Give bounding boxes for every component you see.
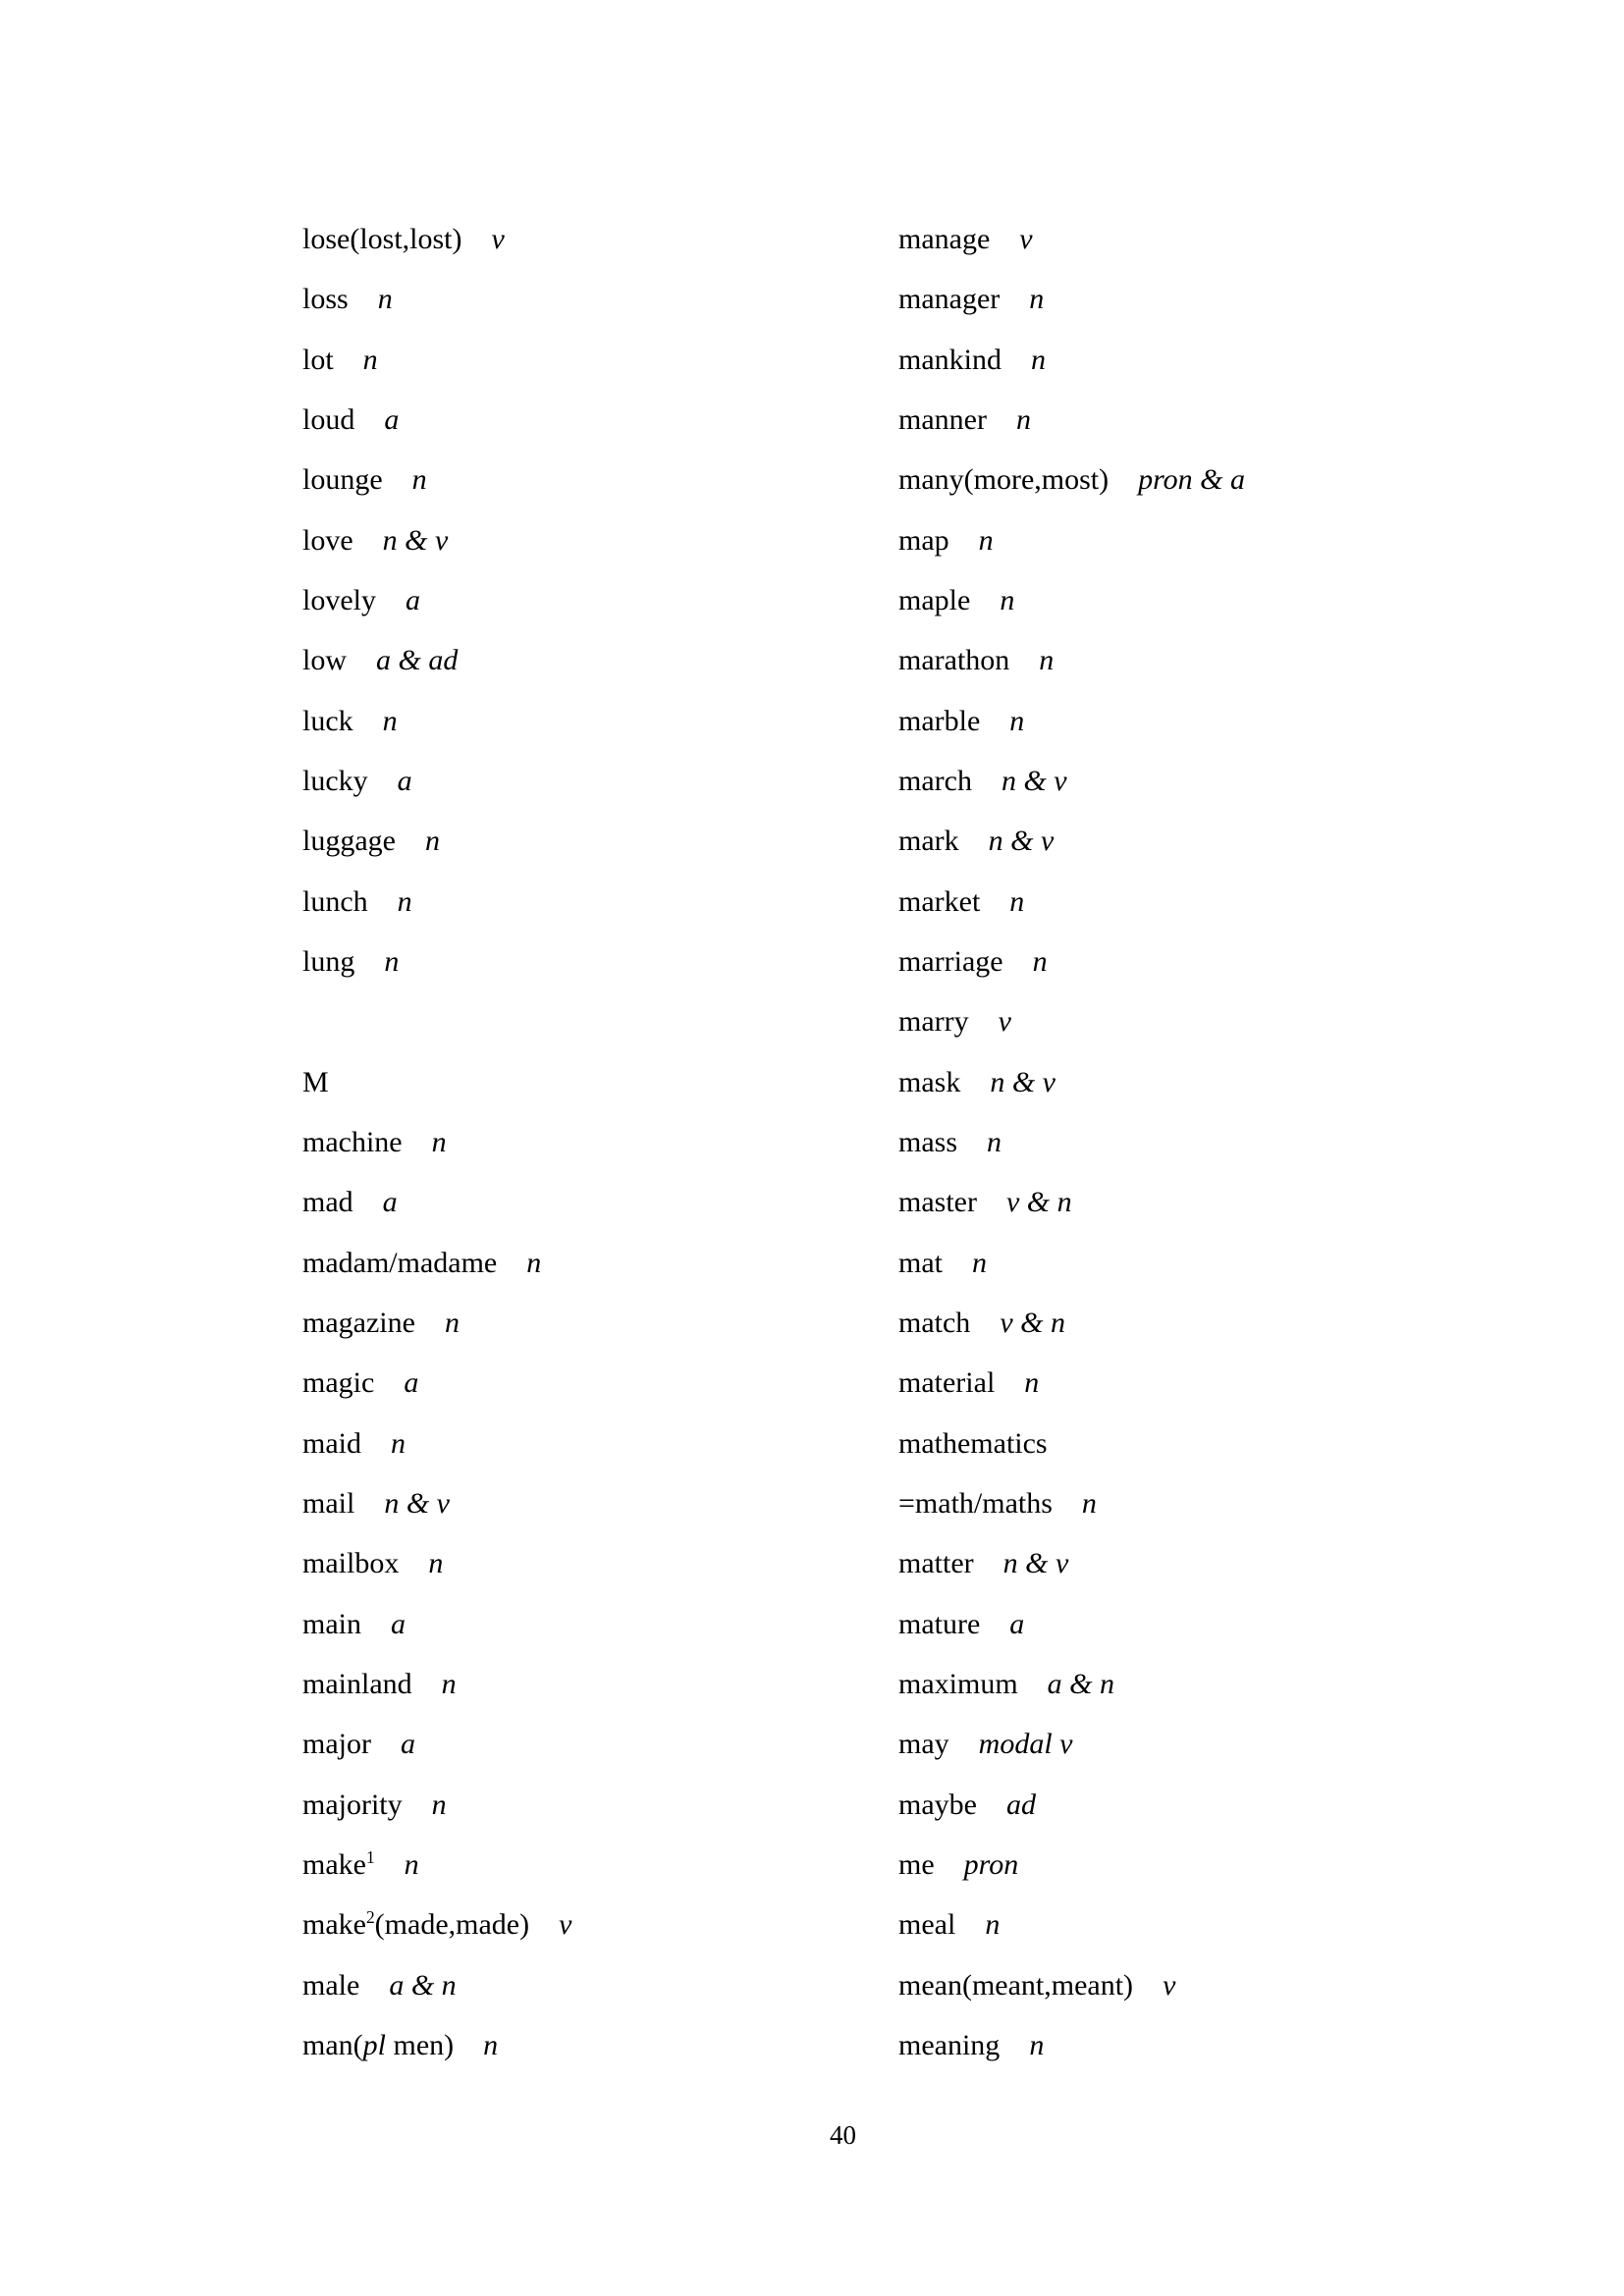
word-text: lovely	[302, 583, 376, 616]
word-text: loss	[302, 283, 349, 316]
entry-pos: n	[404, 1847, 419, 1881]
word-text: mean(meant,meant)	[898, 1968, 1134, 2002]
word-text: mask	[898, 1065, 961, 1098]
entry-pos: n	[483, 2028, 499, 2061]
word-text: mail	[302, 1486, 355, 1520]
word-text: march	[898, 764, 972, 797]
entry-pos: v	[998, 1005, 1011, 1039]
word-entry	[898, 1293, 1245, 1353]
word-entry	[898, 450, 1245, 509]
word-text: (made,made)	[374, 1908, 530, 1942]
word-entry	[302, 630, 571, 690]
superscript: 2	[365, 1907, 375, 1928]
word-entry	[898, 1052, 1245, 1112]
word-text: may	[898, 1728, 949, 1761]
entry-pos: n & v	[382, 523, 449, 557]
entry-word	[898, 1005, 969, 1038]
entry-word	[898, 584, 970, 616]
entry-pos: n	[382, 704, 398, 737]
word-text: luggage	[302, 825, 396, 858]
entry-word	[898, 463, 1109, 496]
entry-word	[898, 1186, 977, 1218]
word-text: loud	[302, 402, 355, 436]
entry-word	[302, 283, 349, 315]
word-entry	[302, 1895, 571, 1954]
entry-pos: a	[397, 764, 412, 797]
word-entry	[302, 1835, 571, 1895]
entry-word	[898, 644, 1009, 676]
word-text: man(	[302, 2028, 363, 2061]
word-text: mat	[898, 1246, 943, 1279]
word-text: me	[898, 1847, 935, 1881]
word-entry	[898, 630, 1245, 690]
entry-pos: v	[1163, 1968, 1176, 2002]
word-entry	[898, 1714, 1245, 1774]
word-text: lung	[302, 944, 355, 978]
word-entry	[898, 1775, 1245, 1835]
word-entry	[898, 691, 1245, 751]
entry-pos: n & v	[1001, 764, 1067, 797]
word-text: maybe	[898, 1788, 977, 1821]
word-entry	[302, 570, 571, 630]
word-text: pl	[362, 2028, 386, 2061]
entry-word	[898, 1247, 943, 1279]
word-entry	[898, 390, 1245, 450]
word-entry	[302, 390, 571, 450]
entry-word	[302, 1066, 329, 1098]
entry-word	[302, 765, 368, 797]
entry-pos: a	[404, 1366, 419, 1400]
word-text: marble	[898, 704, 981, 737]
word-text: magazine	[302, 1306, 415, 1339]
entry-word	[302, 1668, 412, 1700]
entry-word	[302, 885, 368, 918]
word-entry	[302, 1714, 571, 1774]
entry-word	[898, 885, 980, 918]
entry-word	[898, 1728, 949, 1760]
entry-pos: n	[397, 884, 412, 918]
entry-word	[302, 524, 353, 557]
word-text: meal	[898, 1908, 956, 1942]
entry-pos: n	[1015, 402, 1031, 436]
word-entry	[898, 1112, 1245, 1172]
word-entry	[898, 872, 1245, 932]
word-entry	[898, 1473, 1245, 1533]
word-list-column-left	[302, 209, 571, 2075]
entry-word	[302, 1969, 359, 2002]
entry-word	[898, 524, 949, 557]
entry-pos: n	[987, 1125, 1001, 1158]
word-entry	[302, 691, 571, 751]
word-text: mad	[302, 1186, 353, 1219]
entry-pos: n	[362, 343, 378, 376]
entry-word	[898, 283, 1000, 315]
entry-word	[302, 1247, 497, 1279]
entry-word	[898, 1366, 995, 1399]
word-text: luck	[302, 704, 353, 737]
section-header	[302, 1052, 571, 1112]
entry-pos: a	[400, 1728, 415, 1761]
entry-word	[898, 1427, 1048, 1460]
entry-word	[898, 1668, 1018, 1700]
entry-word	[898, 1848, 935, 1881]
word-entry	[302, 1594, 571, 1654]
word-text: market	[898, 884, 981, 918]
word-text: marry	[898, 1005, 969, 1039]
entry-pos: n	[1024, 1366, 1040, 1400]
superscript: 1	[365, 1846, 375, 1867]
entry-word	[898, 1789, 977, 1821]
entry-pos: n	[411, 463, 427, 497]
entry-word	[898, 403, 987, 436]
entry-word	[898, 1547, 974, 1579]
word-entry	[898, 1172, 1245, 1232]
entry-pos: n & v	[1002, 1547, 1069, 1580]
entry-pos: modal v	[978, 1728, 1073, 1761]
word-text: magic	[302, 1366, 375, 1400]
word-text: marriage	[898, 944, 1003, 978]
word-entry	[898, 1594, 1245, 1654]
word-entry	[898, 570, 1245, 630]
entry-pos: n & v	[384, 1486, 450, 1520]
entry-word	[302, 705, 353, 737]
entry-pos: n	[424, 825, 440, 858]
word-text: mathematics	[898, 1426, 1048, 1460]
entry-word	[898, 945, 1003, 978]
word-entry	[302, 932, 571, 991]
entry-pos: n	[985, 1908, 1001, 1942]
entry-word	[898, 1969, 1133, 2002]
word-text: lounge	[302, 463, 383, 497]
word-entry	[302, 1233, 571, 1293]
entry-pos: n	[431, 1788, 447, 1821]
word-entry	[302, 1775, 571, 1835]
word-text: manage	[898, 223, 991, 255]
entry-word	[898, 1908, 955, 1941]
entry-word	[898, 705, 980, 737]
entry-word	[302, 403, 354, 436]
entry-word	[302, 825, 396, 857]
word-entry	[898, 1654, 1245, 1714]
word-text: mankind	[898, 343, 1001, 376]
entry-word	[302, 223, 462, 255]
word-entry	[898, 991, 1245, 1051]
word-text: men)	[385, 2028, 455, 2061]
entry-pos: n	[1029, 283, 1045, 316]
entry-pos: n	[384, 944, 400, 978]
word-text: many(more,most)	[898, 463, 1110, 497]
entry-pos: a	[384, 402, 400, 436]
entry-word	[302, 1487, 354, 1520]
word-entry	[898, 1835, 1245, 1895]
entry-pos: v	[1019, 223, 1033, 255]
word-entry	[898, 209, 1245, 269]
word-entry	[302, 1473, 571, 1533]
entry-pos: n	[526, 1246, 542, 1279]
entry-word	[302, 1427, 361, 1460]
entry-pos: a	[406, 583, 420, 616]
entry-word	[302, 584, 376, 616]
word-text: maid	[302, 1426, 361, 1460]
word-entry	[302, 450, 571, 509]
word-entry	[302, 1654, 571, 1714]
word-entry	[898, 1353, 1245, 1413]
entry-word	[898, 1608, 980, 1640]
entry-word	[302, 1908, 529, 1941]
word-entry	[898, 932, 1245, 991]
word-text: M	[302, 1065, 329, 1098]
entry-pos: n	[377, 283, 393, 316]
entry-word	[898, 1126, 957, 1158]
entry-pos: v & n	[1000, 1306, 1065, 1339]
word-entry	[302, 2015, 571, 2075]
entry-pos: n	[391, 1426, 406, 1460]
entry-pos: n	[1081, 1486, 1097, 1520]
entry-word	[302, 1547, 399, 1579]
word-entry	[898, 751, 1245, 811]
word-text: male	[302, 1968, 360, 2002]
page-number: 40	[830, 2120, 856, 2150]
word-entry	[898, 330, 1245, 390]
word-entry	[898, 510, 1245, 570]
entry-pos: a	[382, 1186, 398, 1219]
word-entry	[898, 1533, 1245, 1593]
entry-word	[302, 1366, 374, 1399]
word-entry	[898, 1955, 1245, 2015]
entry-pos: ad	[1005, 1788, 1036, 1821]
word-text: major	[302, 1728, 371, 1761]
word-entry	[302, 1533, 571, 1593]
entry-pos: n	[1039, 644, 1055, 677]
entry-pos: n	[1029, 2028, 1045, 2061]
word-text: mark	[898, 825, 959, 858]
word-list-column-right	[898, 209, 1245, 2075]
word-text: match	[898, 1306, 971, 1339]
word-entry	[302, 269, 571, 329]
word-text: love	[302, 523, 353, 557]
entry-pos: n	[444, 1306, 460, 1339]
word-text: machine	[302, 1125, 403, 1158]
entry-pos: n	[1031, 343, 1046, 376]
word-entry	[302, 1172, 571, 1232]
word-text: main	[302, 1607, 361, 1640]
word-entry	[302, 1353, 571, 1413]
entry-word	[302, 945, 354, 978]
entry-word	[302, 1728, 371, 1760]
word-text: lunch	[302, 884, 368, 918]
word-text: master	[898, 1186, 977, 1219]
entry-word	[898, 344, 1001, 376]
word-text: =math/maths	[898, 1486, 1053, 1520]
entry-pos: n	[441, 1667, 457, 1700]
word-entry	[898, 1414, 1245, 1473]
entry-pos: n	[972, 1246, 987, 1279]
word-entry	[302, 510, 571, 570]
entry-pos: v	[559, 1908, 572, 1942]
word-entry	[302, 751, 571, 811]
word-text: make	[302, 1847, 366, 1881]
entry-pos: pron	[963, 1847, 1019, 1881]
word-text: meaning	[898, 2028, 1001, 2061]
word-text: marathon	[898, 644, 1010, 677]
word-text: map	[898, 523, 949, 557]
entry-word	[898, 2029, 1000, 2061]
entry-pos: n & v	[990, 1065, 1056, 1098]
word-text: mainland	[302, 1667, 412, 1700]
word-text: matter	[898, 1547, 974, 1580]
entry-word	[302, 644, 347, 676]
entry-word	[302, 1789, 403, 1821]
entry-word	[898, 1307, 970, 1339]
word-entry	[302, 209, 571, 269]
entry-pos: n	[1000, 583, 1015, 616]
word-text: maple	[898, 583, 971, 616]
entry-pos: n	[1032, 944, 1048, 978]
word-text: mature	[898, 1607, 981, 1640]
word-entry	[898, 269, 1245, 329]
entry-pos: a	[1009, 1607, 1025, 1640]
word-entry	[302, 872, 571, 932]
entry-pos: n	[428, 1547, 444, 1580]
entry-word	[302, 1307, 415, 1339]
word-entry	[302, 1955, 571, 2015]
entry-word	[302, 344, 334, 376]
entry-pos: a	[391, 1607, 406, 1640]
entry-word	[302, 1848, 375, 1881]
entry-pos: v	[491, 223, 505, 255]
entry-pos: v & n	[1005, 1186, 1072, 1219]
entry-pos: n	[1009, 884, 1025, 918]
entry-word	[302, 2029, 454, 2061]
entry-word	[302, 1126, 403, 1158]
word-text: lose(lost,lost)	[302, 223, 462, 255]
word-entry	[898, 2015, 1245, 2075]
word-text: lucky	[302, 764, 368, 797]
entry-pos: n	[978, 523, 994, 557]
word-entry	[302, 1293, 571, 1353]
word-text: mass	[898, 1125, 957, 1158]
word-text: low	[302, 644, 347, 677]
entry-word	[898, 825, 959, 857]
entry-word	[898, 1487, 1053, 1520]
entry-word	[898, 223, 990, 255]
word-entry	[302, 811, 571, 871]
word-entry	[898, 811, 1245, 871]
entry-word	[302, 1186, 353, 1218]
word-text: manager	[898, 283, 1001, 316]
word-text: madam/madame	[302, 1246, 498, 1279]
word-text: make	[302, 1908, 366, 1942]
entry-word	[302, 463, 383, 496]
entry-pos: a & n	[389, 1968, 457, 2002]
entry-pos: a & n	[1047, 1667, 1114, 1700]
entry-pos: n & v	[988, 825, 1055, 858]
entry-pos: n	[1009, 704, 1025, 737]
word-text: manner	[898, 402, 987, 436]
word-entry	[898, 1233, 1245, 1293]
entry-pos: a & ad	[376, 644, 459, 677]
blank-row	[302, 991, 571, 1051]
word-entry	[302, 1112, 571, 1172]
entry-pos: n	[431, 1125, 447, 1158]
word-entry	[898, 1895, 1245, 1954]
entry-word	[898, 765, 972, 797]
word-text: maximum	[898, 1667, 1018, 1700]
word-text: majority	[302, 1788, 403, 1821]
word-entry	[302, 1414, 571, 1473]
word-text: lot	[302, 343, 334, 376]
word-text: mailbox	[302, 1547, 400, 1580]
entry-word	[302, 1608, 361, 1640]
entry-word	[898, 1066, 960, 1098]
word-text: material	[898, 1366, 996, 1400]
entry-pos: pron & a	[1138, 463, 1246, 497]
word-entry	[302, 330, 571, 390]
